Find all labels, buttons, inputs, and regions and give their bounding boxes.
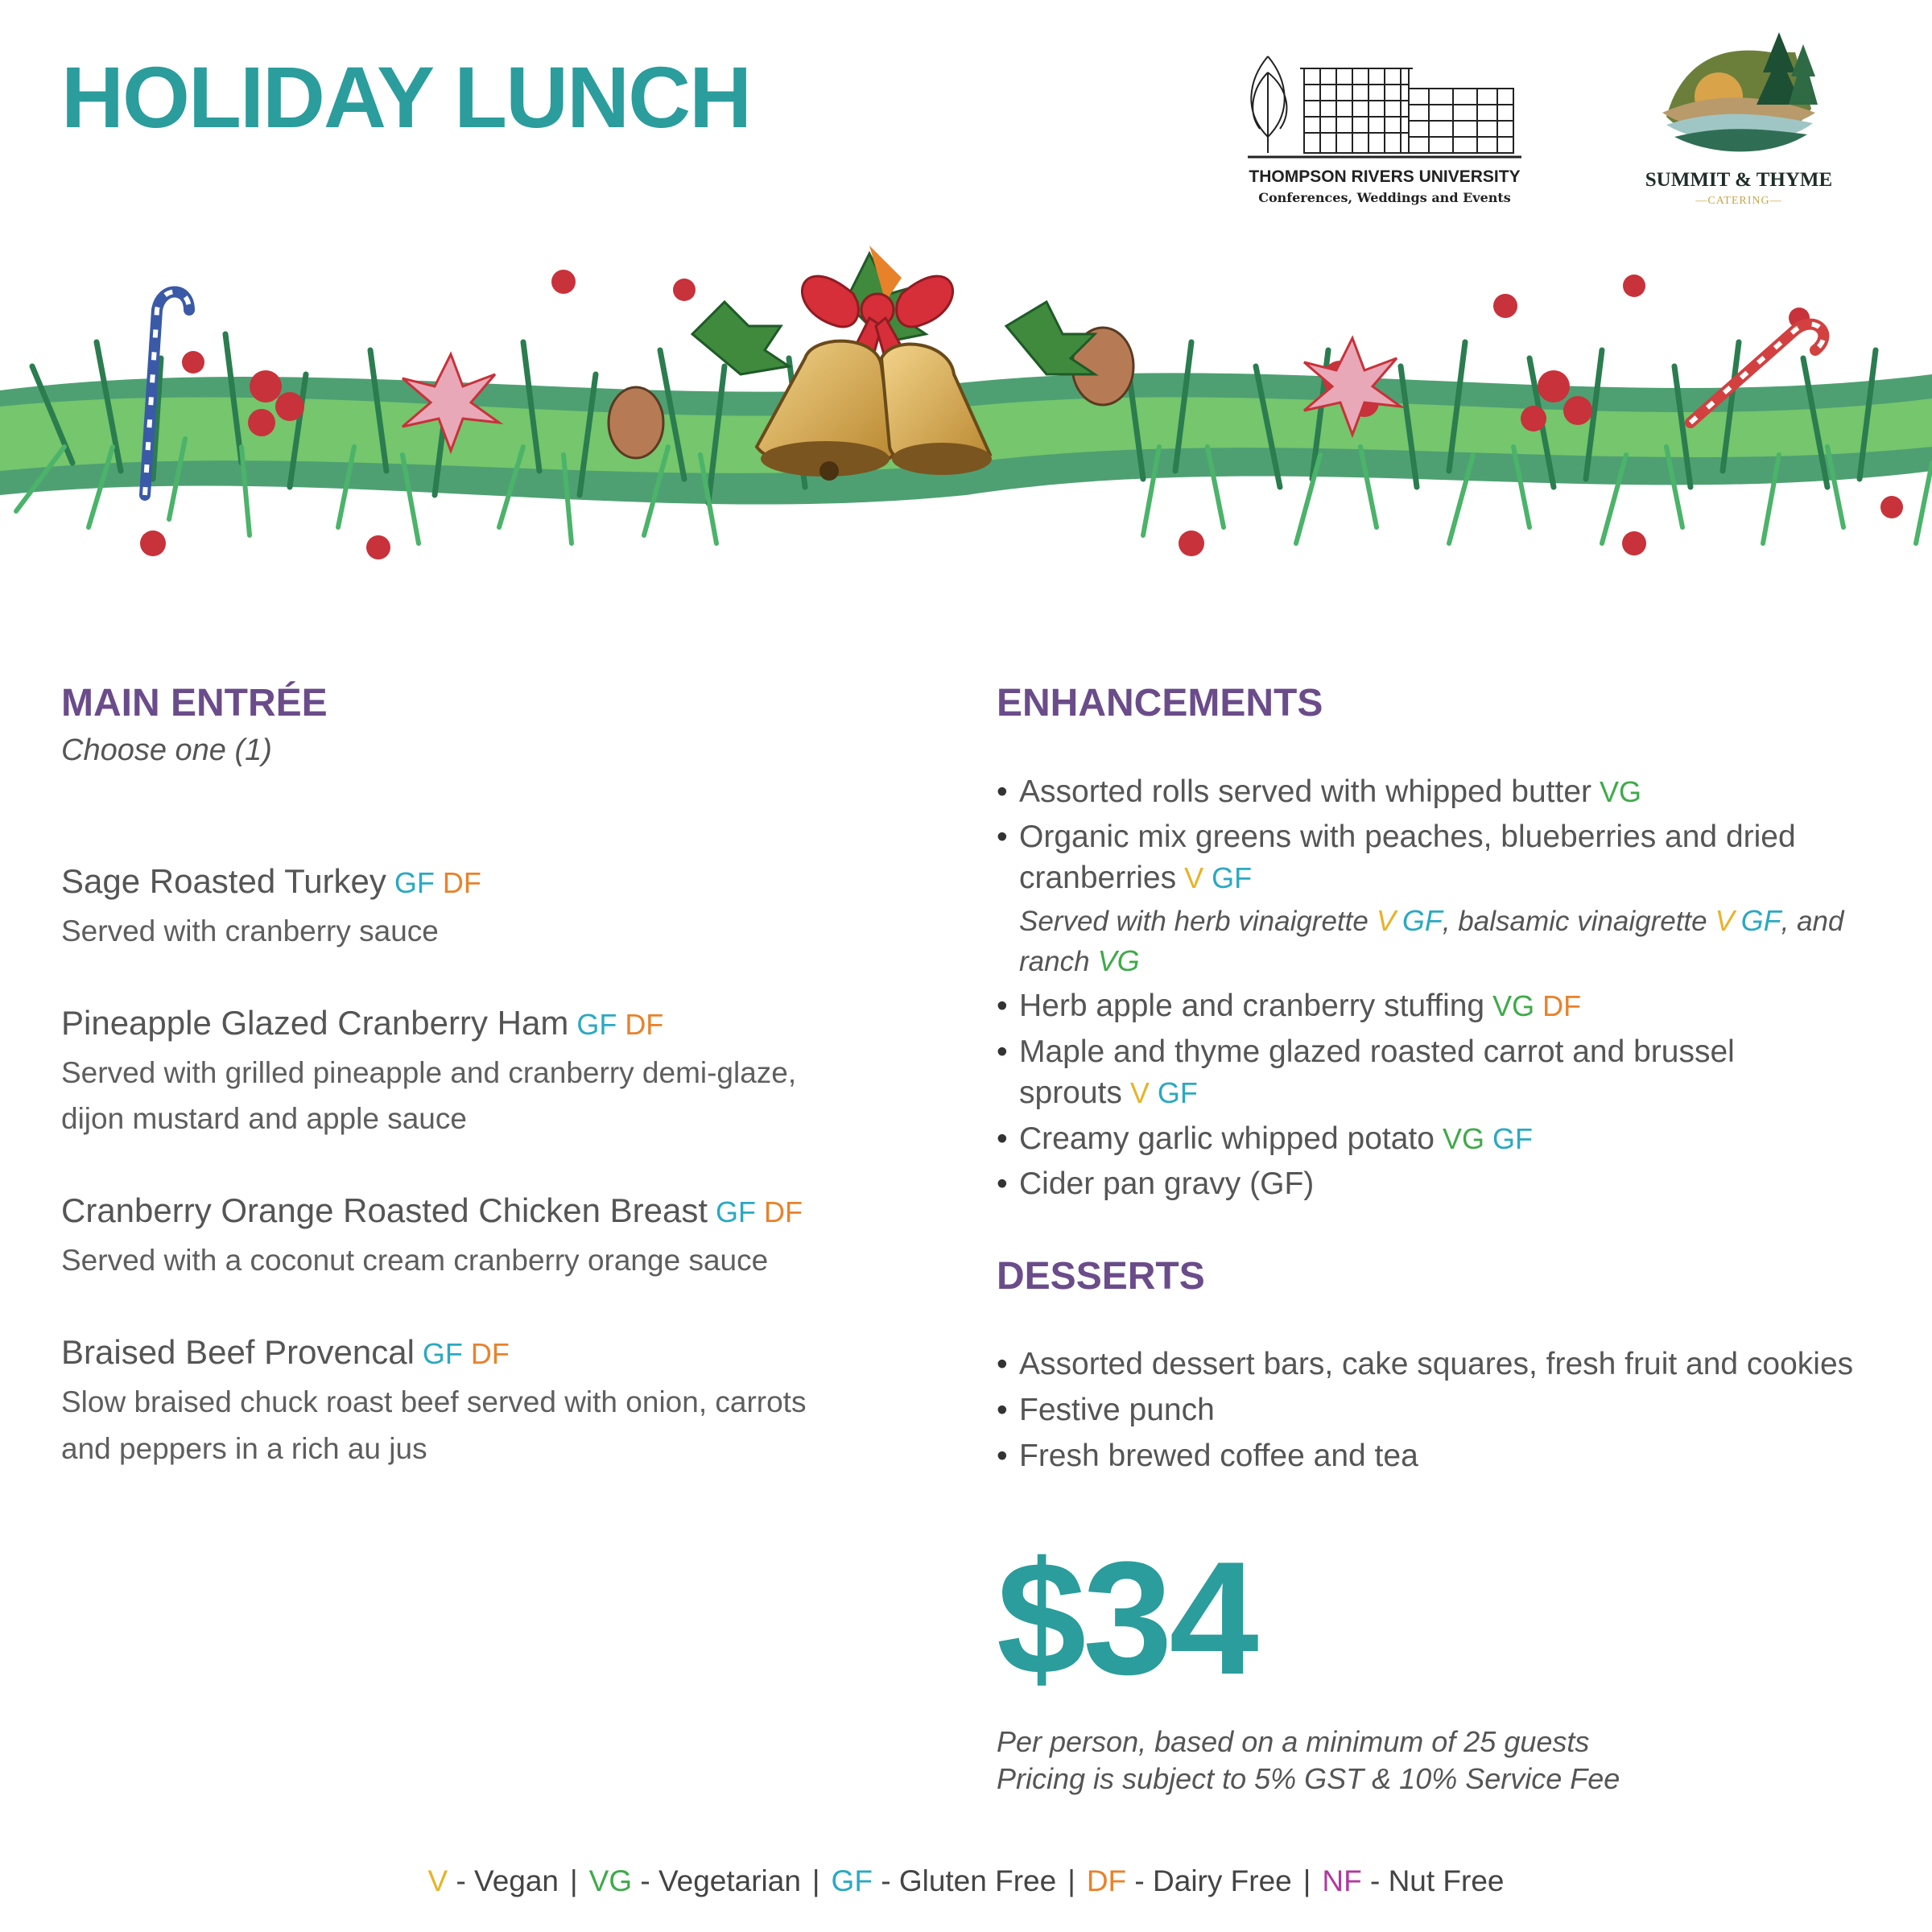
list-item <box>997 1032 1882 1113</box>
v-tag: V <box>1376 903 1396 937</box>
list-item <box>997 1119 1882 1160</box>
entree-desc: Served with cranberry sauce <box>61 914 439 948</box>
gf-tag: GF <box>1402 903 1443 937</box>
vg-tag: VG <box>1492 989 1535 1023</box>
entree-desc-line2: dijon mustard and apple sauce <box>61 1102 467 1136</box>
list-item: • Assorted dessert bars, cake squares, fresh fruit and cookies <box>997 1344 1882 1385</box>
gf-tag: GF <box>394 865 435 899</box>
entree-item <box>61 860 931 955</box>
entree-desc: Slow braised chuck roast beef served with onion, carrots <box>61 1385 807 1419</box>
item-text: Maple and thyme glazed roasted carrot and brussel sprouts <box>1019 1034 1735 1110</box>
legend-label: - Vegetarian <box>632 1864 801 1897</box>
gf-tag: GF <box>576 1007 617 1041</box>
price-notes <box>997 1724 1882 1799</box>
entree-desc: Served with grilled pineapple and cranberry demi-glaze, <box>61 1056 797 1090</box>
summit-thyme-logo <box>1626 28 1852 213</box>
desserts-heading: DESSERTS <box>997 1254 1205 1298</box>
list-item <box>997 986 1882 1027</box>
note-text: , and ranch <box>1019 905 1844 978</box>
legend-separator: | <box>570 1864 578 1897</box>
tru-name: THOMPSON RIVERS UNIVERSITY <box>1249 167 1521 186</box>
df-tag: DF <box>764 1195 803 1228</box>
gf-tag: GF <box>1212 861 1253 894</box>
summit-subtitle: —CATERING— <box>1695 195 1782 207</box>
gf-tag: GF <box>716 1195 757 1228</box>
note-text: , balsamic vinaigrette <box>1442 905 1707 937</box>
mountain-icon <box>1658 28 1819 165</box>
tru-logo <box>1244 24 1525 213</box>
main-entree-heading: MAIN ENTRÉE <box>61 682 328 724</box>
holiday-garland-illustration <box>0 205 1932 624</box>
item-text: Cider pan gravy (GF) <box>1019 1166 1315 1202</box>
list-item <box>997 1164 1882 1205</box>
df-tag: DF <box>442 865 481 899</box>
legend-label: - Dairy Free <box>1126 1864 1292 1897</box>
dietary-legend <box>0 1864 1932 1898</box>
page-title: HOLIDAY LUNCH <box>61 48 751 146</box>
entree-desc: Served with a coconut cream cranberry orange sauce <box>61 1244 769 1278</box>
item-text: Assorted rolls served with whipped butter <box>1019 774 1592 809</box>
entree-item <box>61 1001 931 1142</box>
enhancements-list <box>997 772 1882 1205</box>
vg-tag: VG <box>1442 1121 1484 1155</box>
dressing-note <box>1019 901 1882 982</box>
entree-name: Cranberry Orange Roasted Chicken Breast <box>61 1191 708 1229</box>
item-text: Creamy garlic whipped potato <box>1019 1121 1435 1156</box>
entree-item <box>61 1189 931 1284</box>
legend-separator: | <box>811 1864 820 1897</box>
entree-item <box>61 1331 931 1472</box>
legend-label: - Vegan <box>448 1864 559 1897</box>
v-tag: V <box>1715 903 1735 937</box>
legend-code: DF <box>1086 1864 1127 1897</box>
price: $34 <box>997 1528 1256 1708</box>
legend-code: NF <box>1322 1864 1362 1897</box>
legend-label: - Gluten Free <box>872 1864 1057 1897</box>
list-item: • Fresh brewed coffee and tea <box>997 1436 1882 1477</box>
list-item: • Festive punch <box>997 1390 1882 1431</box>
item-text: Herb apple and cranberry stuffing <box>1019 989 1485 1024</box>
enhancements-section <box>997 680 1882 1798</box>
summit-name: SUMMIT & THYME <box>1645 169 1833 191</box>
entree-name: Pineapple Glazed Cranberry Ham <box>61 1003 569 1042</box>
gf-tag: GF <box>1492 1121 1533 1155</box>
legend-separator: | <box>1067 1864 1075 1897</box>
desserts-list <box>997 1344 1882 1476</box>
vg-tag: VG <box>1600 774 1642 808</box>
tru-subtitle: Conferences, Weddings and Events <box>1258 190 1511 205</box>
vg-tag: VG <box>1097 944 1140 978</box>
df-tag: DF <box>1542 989 1582 1023</box>
legend-separator: | <box>1302 1864 1311 1897</box>
price-note-line: Per person, based on a minimum of 25 guests <box>997 1724 1590 1758</box>
list-item <box>997 772 1882 813</box>
entree-name: Braised Beef Provencal <box>61 1332 415 1371</box>
note-text: Served with herb vinaigrette <box>1019 905 1368 937</box>
main-entree-section <box>61 680 931 1472</box>
price-note-line: Pricing is subject to 5% GST & 10% Service Fee <box>997 1762 1620 1796</box>
gf-tag: GF <box>1740 903 1781 937</box>
building-icon <box>1244 24 1525 165</box>
item-text: Organic mix greens with peaches, blueberries and dried cranberries <box>1019 819 1796 895</box>
choose-note: Choose one (1) <box>61 733 272 767</box>
gf-tag: GF <box>422 1336 463 1370</box>
gf-tag: GF <box>1157 1075 1198 1109</box>
enhancements-heading: ENHANCEMENTS <box>997 682 1323 724</box>
v-tag: V <box>1184 861 1204 894</box>
df-tag: DF <box>470 1336 510 1370</box>
legend-code: V <box>427 1864 448 1897</box>
entree-desc-line2: and peppers in a rich au jus <box>61 1431 427 1465</box>
v-tag: V <box>1129 1075 1150 1109</box>
list-item <box>997 817 1882 981</box>
legend-code: GF <box>831 1864 873 1897</box>
legend-code: VG <box>588 1864 633 1897</box>
legend-label: - Nut Free <box>1361 1864 1505 1897</box>
df-tag: DF <box>625 1007 664 1041</box>
entree-name: Sage Roasted Turkey <box>61 861 386 900</box>
